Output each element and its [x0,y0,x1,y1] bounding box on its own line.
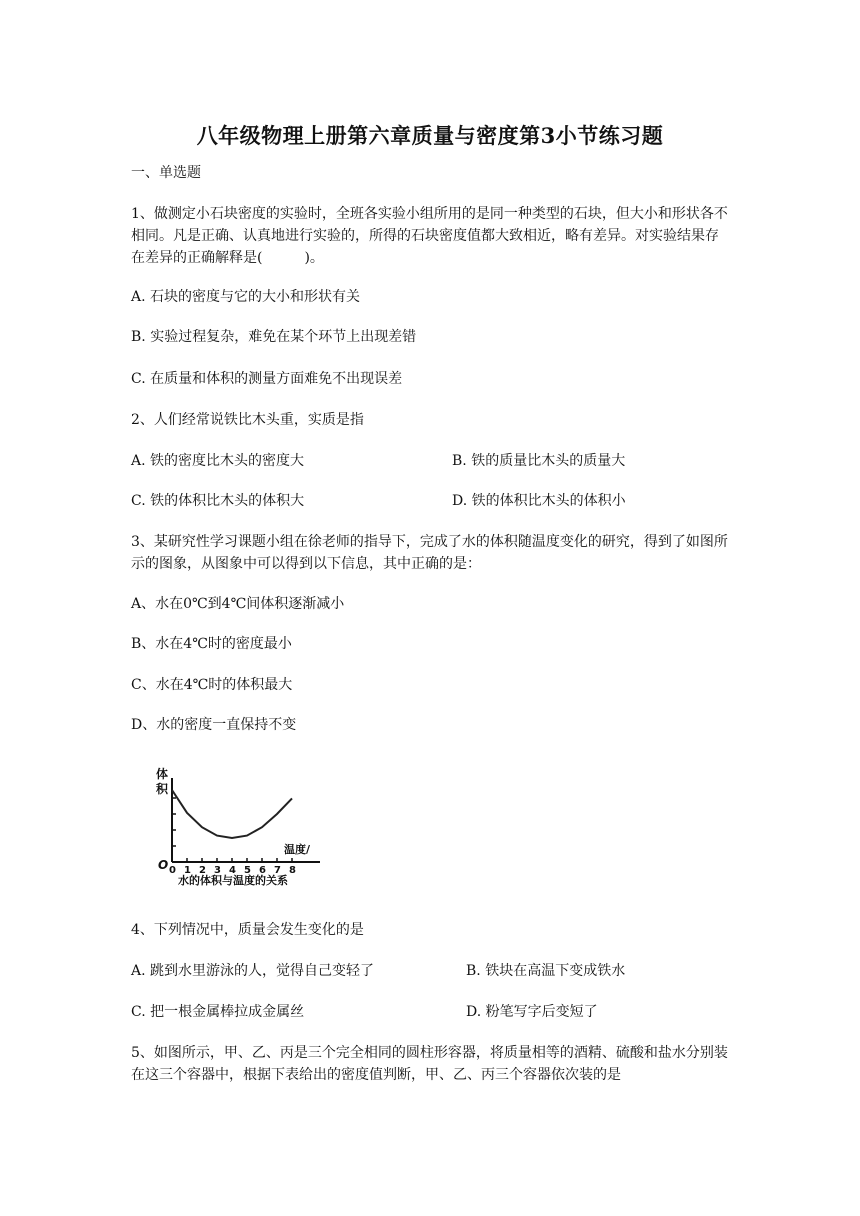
question-1-stem: 1、做测定小石块密度的实验时，全班各实验小组所用的是同一种类型的石块，但大小和形状各不相同。凡是正确、认真地进行实验的，所得的石块密度值都大致相近，略有差异。对实验结果存在差异的正确解释是( )。 [131,206,728,266]
figure-caption: 水的体积与温度的关系 [178,874,288,887]
x-tick-label: 0 [169,865,176,876]
question-4-option-d: D. 粉笔写字后变短了 [466,1004,598,1020]
question-4-option-a: A. 跳到水里游泳的人，觉得自己变轻了 [131,963,375,979]
origin-label: O [158,858,169,872]
page-title: 八年级物理上册第六章质量与密度第3小节练习题 [196,123,664,148]
question-3-option-a: A、水在0℃到4℃间体积逐渐减小 [131,596,345,612]
x-tick-label: 8 [289,865,296,876]
question-4-option-b: B. 铁块在高温下变成铁水 [466,963,626,979]
y-axis-label-1: 体 [156,767,169,781]
question-2-stem: 2、人们经常说铁比木头重，实质是指 [131,412,364,428]
question-2-option-b: B. 铁的质量比木头的质量大 [452,453,626,469]
question-3-option-b: B、水在4℃时的密度最小 [131,636,292,652]
x-axis-label: 温度/ [284,843,311,856]
x-tick-label: 5 [244,865,251,876]
section-heading: 一、单选题 [131,165,201,181]
question-2-option-a: A. 铁的密度比木头的密度大 [131,453,305,469]
question-4-option-c: C. 把一根金属棒拉成金属丝 [131,1004,305,1020]
x-tick-label: 7 [274,865,281,876]
x-tick-label: 2 [199,865,206,876]
question-5-stem: 5、如图所示，甲、乙、丙是三个完全相同的圆柱形容器，将质量相等的酒精、硫酸和盐水分别装在这三个容器中，根据下表给出的密度值判断，甲、乙、丙三个容器依次装的是 [131,1045,728,1083]
volume-temperature-graph [150,760,330,892]
question-2-option-d: D. 铁的体积比木头的体积小 [452,493,626,509]
question-3-stem: 3、某研究性学习课题小组在徐老师的指导下，完成了水的体积随温度变化的研究，得到了如图所示的图象，从图象中可以得到以下信息，其中正确的是： [131,534,728,572]
question-3-option-d: D、水的密度一直保持不变 [131,717,297,733]
x-tick-label: 6 [259,865,266,876]
question-1-option-c: C. 在质量和体积的测量方面难免不出现误差 [131,371,403,387]
y-axis-label-2: 积 [156,782,169,796]
question-4-stem: 4、下列情况中，质量会发生变化的是 [131,922,364,938]
question-1-option-b: B. 实验过程复杂，难免在某个环节上出现差错 [131,329,417,345]
question-1-option-a: A. 石块的密度与它的大小和形状有关 [131,289,361,305]
x-tick-label: 4 [229,865,236,876]
x-tick-label: 1 [184,865,191,876]
question-2-option-c: C. 铁的体积比木头的体积大 [131,493,305,509]
question-3-option-c: C、水在4℃时的体积最大 [131,677,293,693]
volume-curve [172,790,292,838]
x-tick-label: 3 [214,865,221,876]
